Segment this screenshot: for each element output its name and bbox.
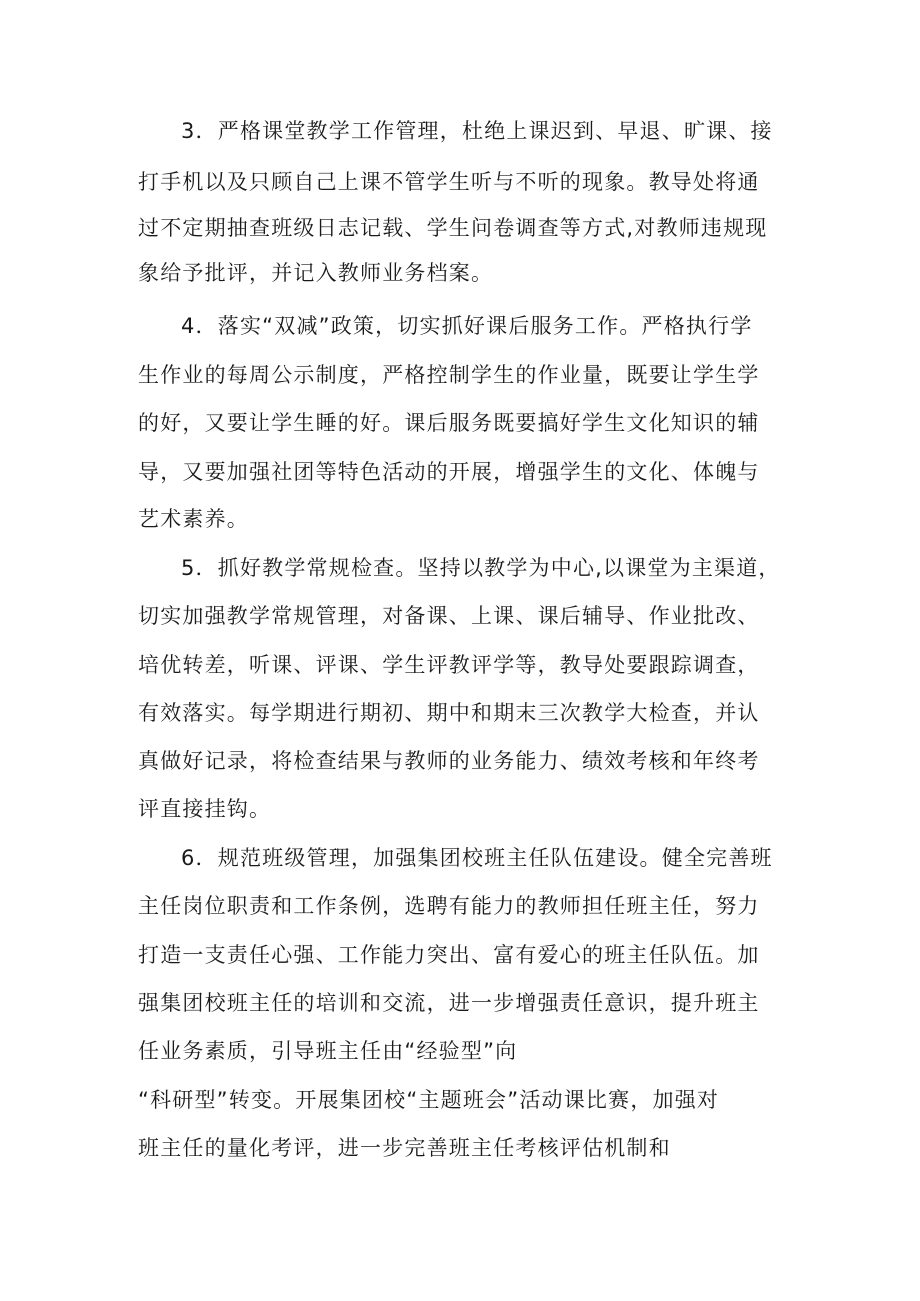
paragraph-4-line-3: 的好，又要让学生睡的好。课后服务既要搞好学生文化知识的辅	[138, 411, 760, 435]
paragraph-6-line-5: 任业务素质，引导班主任由“经验型”向	[138, 1039, 518, 1063]
paragraph-4-line-1: 4．落实“双减”政策，切实抓好课后服务工作。严格执行学	[181, 314, 753, 338]
paragraph-5-line-6: 评直接挂钩。	[138, 797, 272, 821]
paragraph-6-line-6: “科研型”转变。开展集团校“主题班会”活动课比赛，加强对	[138, 1088, 720, 1112]
paragraph-6-line-1: 6．规范班级管理，加强集团校班主任队伍建设。健全完善班	[181, 846, 773, 870]
paragraph-5-line-3: 培优转差，听课、评课、学生评教评学等，教导处要跟踪调查，	[138, 653, 760, 677]
paragraph-5-line-2: 切实加强教学常规管理，对备课、上课、课后辅导、作业批改、	[138, 604, 760, 628]
paragraph-6-line-7: 班主任的量化考评，进一步完善班主任考核评估机制和	[138, 1136, 671, 1160]
paragraph-6-line-4: 强集团校班主任的培训和交流，进一步增强责任意识，提升班主	[138, 991, 760, 1015]
paragraph-5-line-1: 5．抓好教学常规检查。坚持以教学为中心,以课堂为主渠道，	[181, 556, 781, 580]
paragraph-4-line-2: 生作业的每周公示制度，严格控制学生的作业量，既要让学生学	[138, 363, 760, 387]
paragraph-3-line-2: 打手机以及只顾自己上课不管学生听与不听的现象。教导处将通	[138, 170, 760, 194]
paragraph-5-line-5: 真做好记录，将检查结果与教师的业务能力、绩效考核和年终考	[138, 749, 760, 773]
paragraph-4-line-4: 导，又要加强社团等特色活动的开展，增强学生的文化、体魄与	[138, 460, 760, 484]
paragraph-4-line-5: 艺术素养。	[138, 507, 249, 531]
paragraph-3-line-1: 3．严格课堂教学工作管理，杜绝上课迟到、早退、旷课、接	[181, 119, 773, 143]
paragraph-6-line-2: 主任岗位职责和工作条例，选聘有能力的教师担任班主任，努力	[138, 894, 760, 918]
paragraph-3-line-3: 过不定期抽查班级日志记载、学生问卷调查等方式,对教师违规现	[138, 216, 768, 240]
paragraph-5-line-4: 有效落实。每学期进行期初、期中和期末三次教学大检查，并认	[138, 701, 760, 725]
paragraph-6-line-3: 打造一支责任心强、工作能力突出、富有爱心的班主任队伍。加	[138, 943, 760, 967]
paragraph-3-line-4: 象给予批评，并记入教师业务档案。	[138, 261, 494, 285]
